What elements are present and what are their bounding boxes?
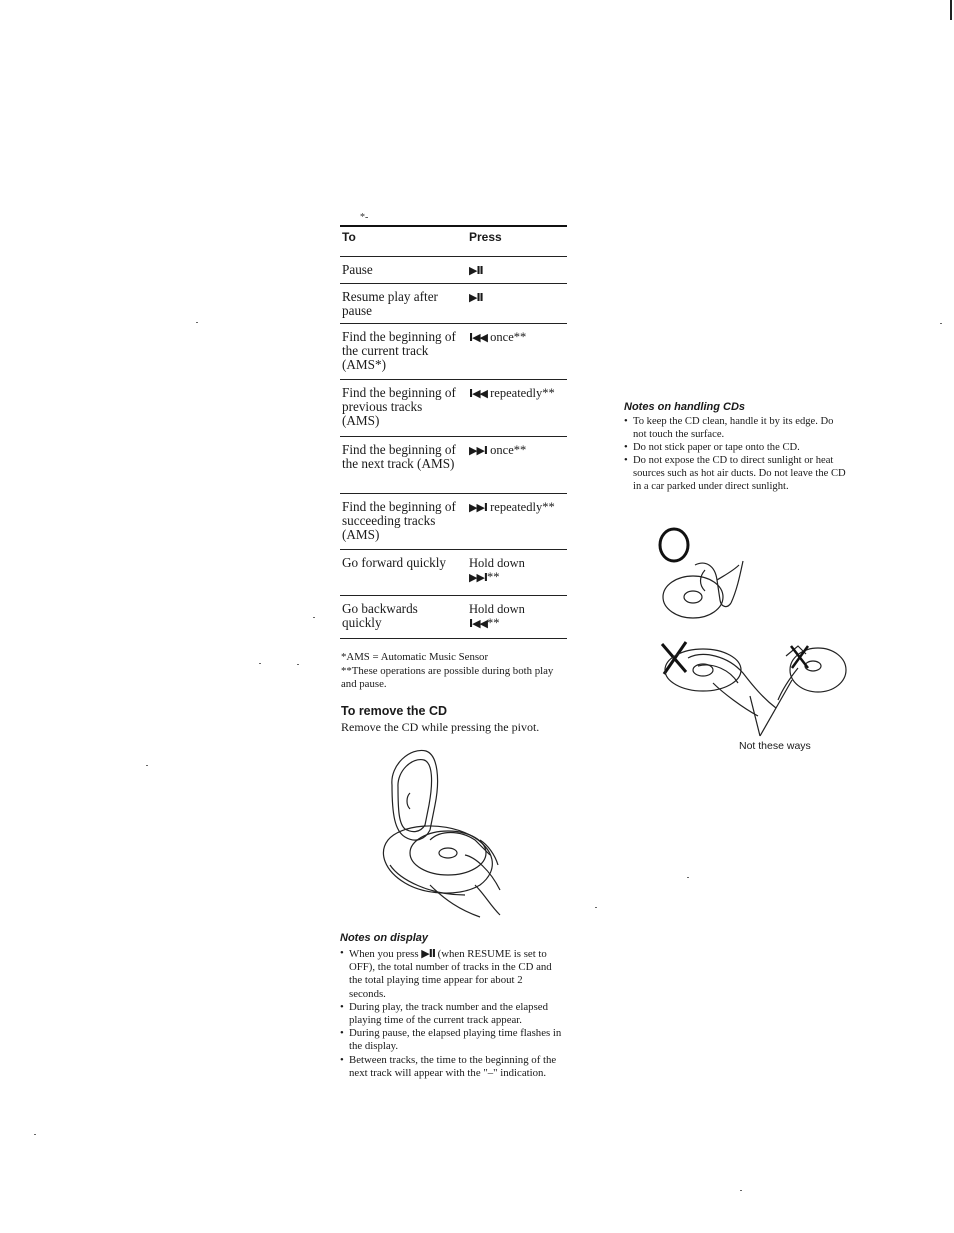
footnotes bbox=[341, 651, 571, 692]
list-item: • Do not stick paper or tape onto the CD. bbox=[624, 441, 846, 454]
column-header-to: To bbox=[342, 230, 356, 244]
list-item-text: When you press bbox=[349, 948, 422, 960]
scan-speck bbox=[687, 877, 689, 878]
next-track-icon: ▶▶I bbox=[469, 444, 488, 457]
table-row bbox=[340, 436, 567, 494]
row-press bbox=[469, 386, 569, 401]
press-text: repeatedly** bbox=[490, 500, 555, 514]
scan-speck bbox=[259, 663, 261, 664]
row-action: Find the beginning of the current track (AMS*) bbox=[342, 329, 456, 372]
next-track-icon: ▶▶I bbox=[469, 501, 488, 514]
press-text: repeatedly** bbox=[490, 386, 555, 400]
previous-track-icon: I◀◀ bbox=[469, 617, 488, 630]
table-row bbox=[340, 493, 567, 550]
table-top-rule bbox=[340, 225, 567, 227]
press-text: Hold down bbox=[469, 556, 525, 570]
footnote-ops: **These operations are possible during both play and pause. bbox=[341, 664, 554, 691]
next-track-icon: ▶▶I bbox=[469, 571, 488, 584]
row-action: Pause bbox=[342, 262, 373, 277]
table-row bbox=[340, 595, 567, 639]
scan-speck bbox=[313, 617, 315, 618]
previous-track-icon: I◀◀ bbox=[469, 331, 488, 344]
scan-speck bbox=[595, 907, 597, 908]
list-item: • During play, the track number and the elapsed playing time of the current track appear. bbox=[340, 1001, 562, 1027]
list-item: • Between tracks, the time to the beginning of the next track will appear with the "–" indication. bbox=[340, 1054, 562, 1080]
row-action: Find the beginning of succeeding tracks (AMS) bbox=[342, 499, 456, 542]
row-action: Find the beginning of the next track (AMS) bbox=[342, 442, 456, 471]
press-text: once** bbox=[490, 443, 527, 457]
circle-mark-icon bbox=[660, 529, 688, 561]
row-press bbox=[469, 443, 569, 458]
row-press bbox=[469, 290, 569, 305]
list-item bbox=[340, 947, 562, 1001]
row-press bbox=[469, 500, 569, 515]
column-header-press: Press bbox=[469, 230, 502, 244]
scan-speck bbox=[196, 322, 198, 323]
press-text: once** bbox=[490, 330, 527, 344]
notes-handling-heading: Notes on handling CDs bbox=[624, 401, 745, 413]
press-suffix: ** bbox=[487, 570, 500, 584]
table-row bbox=[340, 549, 567, 596]
play-pause-icon: ▶II bbox=[469, 264, 483, 277]
table-bottom-rule bbox=[340, 638, 567, 639]
table-row bbox=[340, 256, 567, 284]
remove-cd-illustration bbox=[370, 745, 520, 920]
row-press bbox=[469, 602, 569, 631]
row-action: Find the beginning of previous tracks (AMS) bbox=[342, 385, 456, 428]
press-text: Hold down bbox=[469, 602, 525, 616]
row-press bbox=[469, 556, 569, 585]
press-suffix: ** bbox=[487, 616, 500, 630]
notes-handling-list bbox=[624, 415, 846, 493]
list-item: • To keep the CD clean, handle it by its edge. Do not touch the surface. bbox=[624, 415, 846, 441]
footnote-ams: *AMS = Automatic Music Sensor bbox=[341, 651, 489, 663]
table-marker: *- bbox=[360, 212, 369, 223]
list-item-text: (when RESUME is set to OFF), the total number of tracks in the CD and the total playing time appear for about 2 seconds. bbox=[349, 948, 552, 1000]
notes-display-heading: Notes on display bbox=[340, 932, 429, 944]
row-press bbox=[469, 263, 569, 278]
row-action: Resume play after pause bbox=[342, 289, 438, 318]
row-action: Go forward quickly bbox=[342, 555, 447, 570]
list-item: • Do not expose the CD to direct sunlight or heat sources such as hot air ducts. Do not leave the CD in a car parked under direct sunlight. bbox=[624, 454, 846, 493]
scan-speck bbox=[297, 664, 299, 665]
scan-speck bbox=[146, 765, 148, 766]
list-item: • During pause, the elapsed playing time flashes in the display. bbox=[340, 1027, 562, 1053]
figure-caption: Not these ways bbox=[739, 740, 811, 752]
table-row bbox=[340, 323, 567, 380]
notes-display-list bbox=[340, 947, 562, 1080]
remove-cd-heading: To remove the CD bbox=[341, 704, 448, 718]
wrong-handling-illustration bbox=[658, 638, 850, 738]
table-row bbox=[340, 379, 567, 437]
play-pause-icon: ▶II bbox=[421, 947, 435, 960]
scan-speck bbox=[940, 323, 942, 324]
row-action: Go backwards quickly bbox=[342, 601, 418, 630]
page-edge-mark bbox=[950, 0, 952, 20]
play-pause-icon: ▶II bbox=[469, 291, 483, 304]
correct-handling-illustration bbox=[655, 525, 750, 625]
scan-speck bbox=[740, 1190, 742, 1191]
scan-speck bbox=[34, 1134, 36, 1135]
previous-track-icon: I◀◀ bbox=[469, 387, 488, 400]
row-press bbox=[469, 330, 569, 345]
table-row bbox=[340, 283, 567, 324]
remove-cd-text: Remove the CD while pressing the pivot. bbox=[341, 720, 540, 734]
